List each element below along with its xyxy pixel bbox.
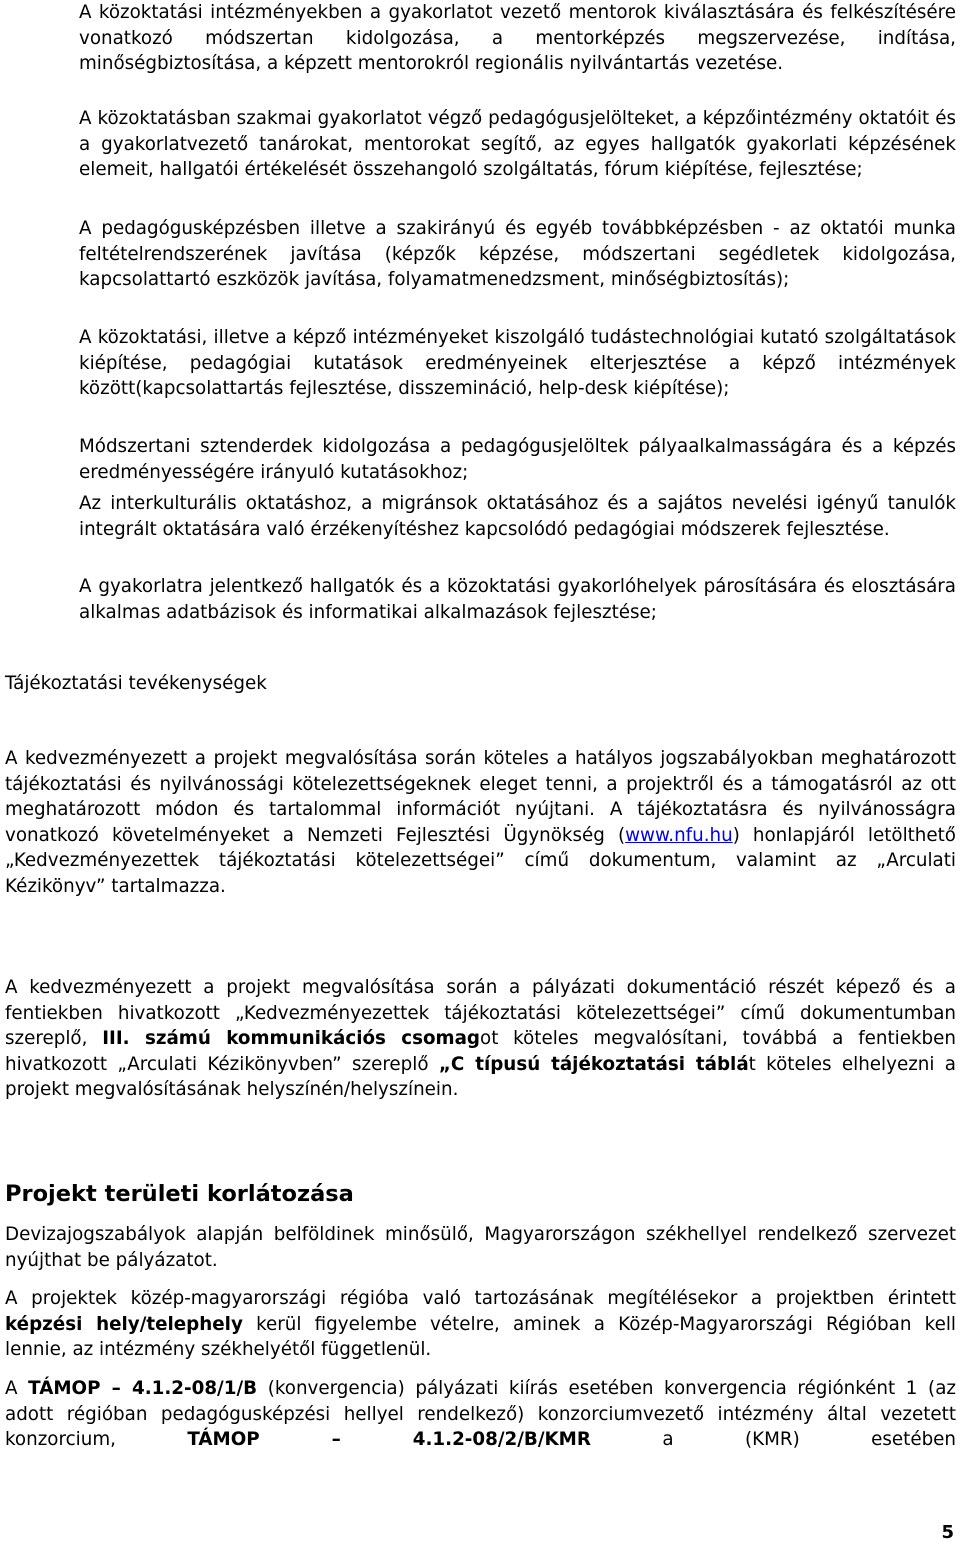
section-heading: Tájékoztatási tevékenységek: [5, 673, 267, 694]
paragraph: A projektek közép-magyarországi régióba való tartozásának megítélésekor a projektben érintett képzési hely/telephely kerül figyelembe vételre, aminek a Közép-Magyarországi Régióban kell lennie, az intézmény székhelyétől függetlenül.: [5, 1288, 956, 1361]
list-item-text: A gyakorlatra jelentkező hallgatók és a közoktatási gyakorlóhelyek párosítására és elosztására alkalmas adatbázisok és informatikai alkalmazások fejlesztése;: [79, 576, 956, 623]
list-item: [5, 325, 956, 402]
list-item: [5, 106, 956, 183]
section-heading: Projekt területi korlátozása: [5, 1181, 354, 1207]
list-item: [5, 574, 956, 625]
paragraph: Devizajogszabályok alapján belföldinek minősülő, Magyarországon székhellyel rendelkező szervezet nyújthat be pályázatot.: [5, 1224, 956, 1271]
paragraph: A kedvezményezett a projekt megvalósítása során köteles a hatályos jogszabályokban meghatározott tájékoztatási és nyilvánossági kötelezettségeknek eleget tenni, a projektről és a támogatásról az ott meghatározott módon és tartalommal információt nyújtani. A tájékoztatásra és nyilvánosságra vonatkozó követelményeket a Nemzeti Fejlesztési Ügynökség (www.nfu.hu) honlapjáról letölthető „Kedvezményezettek tájékoztatási kötelezettségei” című dokumentum, valamint az „Arculati Kézikönyv” tartalmazza.: [5, 748, 956, 897]
list-item-text: A közoktatási, illetve a képző intézményeket kiszolgáló tudástechnológiai kutató szolgáltatások kiépítése, pedagógiai kutatások eredményeinek elterjesztése a képző intézmények között(kapcsolattartás fejlesztése, disszemináció, help-desk kiépítése);: [79, 327, 956, 400]
list-item: [5, 216, 956, 293]
list-item: [5, 434, 956, 485]
paragraph: A kedvezményezett a projekt megvalósítása során a pályázati dokumentáció részét képező és a fentiekben hivatkozott „Kedvezményezettek tájékoztatási kötelezettségei” című dokumentumban szereplő, III. számú kommunikációs csomagot köteles megvalósítani, továbbá a fentiekben hivatkozott „Arculati Kézikönyvben” szereplő „C típusú tájékoztatási táblát köteles elhelyezni a projekt megvalósításának helyszínén/helyszínein.: [5, 977, 957, 1101]
list-item-text: A közoktatásban szakmai gyakorlatot végző pedagógusjelölteket, a képzőintézmény oktatóit és a gyakorlatvezető tanárokat, mentorokat segítő, az egyes hallgatók gyakorlati képzésének elemeit, hallgatói értékelését összehangoló szolgáltatás, fórum kiépítése, fejlesztése;: [79, 108, 956, 181]
list-item-text: Az interkulturális oktatáshoz, a migránsok oktatásához és a sajátos nevelési igényű tanulók integrált oktatására való érzékenyítéshez kapcsolódó pedagógiai módszerek fejlesztése.: [79, 493, 956, 540]
list-item-text: A közoktatási intézményekben a gyakorlatot vezető mentorok kiválasztására és felkészítésére vonatkozó módszertan kidolgozása, a mentorképzés megszervezése, indítása, minőségbiztosítása, a képzett mentorokról regionális nyilvántartás vezetése.: [79, 2, 956, 75]
page-number: 5: [941, 1522, 954, 1543]
list-item-text: Módszertani sztenderdek kidolgozása a pedagógusjelöltek pályaalkalmasságára és a képzés eredményességére irányuló kutatásokhoz;: [79, 436, 956, 483]
list-item: [5, 0, 956, 77]
list-item: [5, 491, 956, 542]
list-item-text: A pedagógusképzésben illetve a szakirányú és egyéb továbbképzésben - az oktatói munka feltételrendszerének javítása (képzők képzése, módszertani segédletek kidolgozása, kapcsolattartó eszközök javítása, folyamatmenedzsment, minőségbiztosítás);: [79, 218, 956, 291]
paragraph: A TÁMOP – 4.1.2-08/1/B (konvergencia) pályázati kiírás esetében konvergencia régiónként 1 (az adott régióban pedagógusképzési hellyel rendelkező) konzorciumvezető intézmény által vezetett konzorcium, TÁMOP – 4.1.2-08/2/B/KMR a (KMR) esetében: [5, 1378, 957, 1451]
nfu-link[interactable]: www.nfu.hu: [625, 824, 733, 846]
